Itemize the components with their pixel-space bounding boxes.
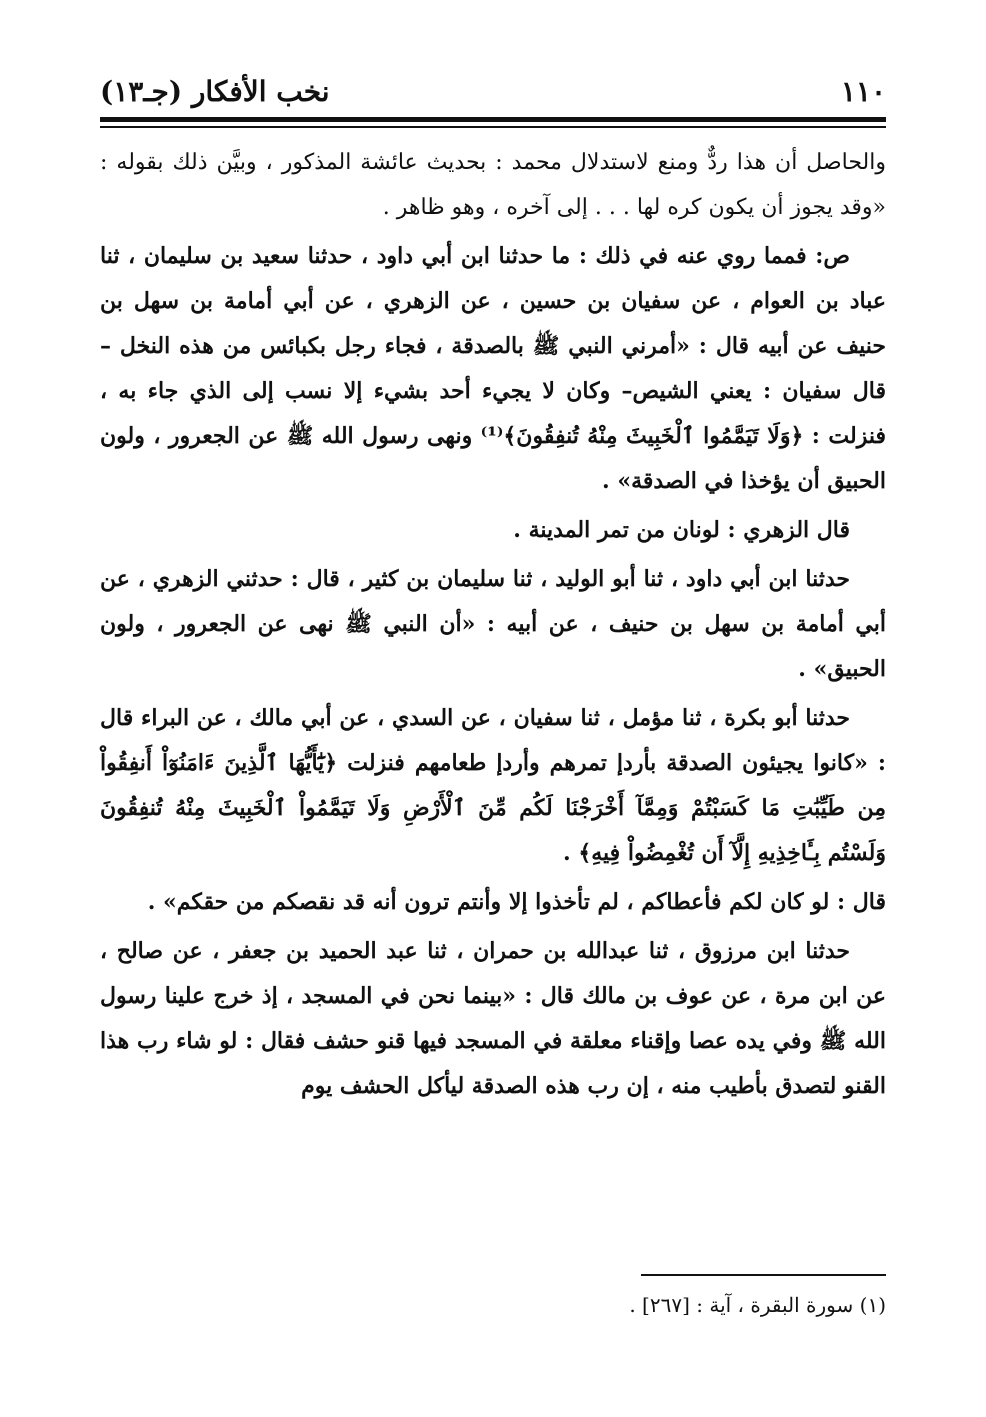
- paragraph: والحاصل أن هذا ردٌّ ومنع لاستدلال محمد : بحديث عائشة المذكور ، وبيَّن ذلك بقوله : «وقد يجوز أن يكون كره لها . . . إلى آخره ، وهو ظاهر .: [100, 150, 886, 220]
- page-number: ١١٠: [840, 74, 886, 108]
- header-rule-thick: [100, 117, 886, 122]
- paragraph: حدثنا أبو بكرة ، ثنا مؤمل ، ثنا سفيان ، عن السدي ، عن أبي مالك ، عن البراء قال : «كانوا يجيئون الصدقة بأردإ تمرهم وأردإ طعامهم فنزلت ﴿يَٰٓأَيُّهَا ٱلَّذِينَ ءَامَنُوٓاْ أَنفِقُواْ مِن طَيِّبَٰتِ مَا كَسَبْتُمْ وَمِمَّآ أَخْرَجْنَا لَكُم مِّنَ ٱلْأَرْضِ وَلَا تَيَمَّمُواْ ٱلْخَبِيثَ مِنْهُ تُنفِقُونَ وَلَسْتُم بِـَٔاخِذِيهِ إِلَّآ أَن تُغْمِضُواْ فِيهِ﴾ .: [100, 705, 886, 866]
- paragraph: حدثنا ابن مرزوق ، ثنا عبدالله بن حمران ، ثنا عبد الحميد بن جعفر ، عن صالح ، عن ابن مرة ، عن عوف بن مالك قال : «بينما نحن في المسجد ، إذ خرج علينا رسول الله ﷺ وفي يده عصا وإقناء معلقة في المسجد فيها قنو حشف فقال : لو شاء رب هذا القنو لتصدق بأطيب منه ، إن رب هذه الصدقة ليأكل الحشف يوم: [100, 938, 886, 1099]
- footnote: (١) سورة البقرة ، آية : [٢٦٧] .: [629, 1293, 886, 1317]
- paragraph: حدثنا ابن أبي داود ، ثنا أبو الوليد ، ثنا سليمان بن كثير ، قال : حدثني الزهري ، عن أبي أمامة بن سهل بن حنيف ، عن أبيه : «أن النبي ﷺ نهى عن الجعرور ، ولون الحبيق» .: [100, 566, 886, 682]
- footnote-separator: [641, 1274, 886, 1276]
- main-text: [100, 140, 886, 1113]
- paragraph: قال الزهري : لونان من تمر المدينة .: [513, 517, 850, 543]
- paragraph: ص: فمما روي عنه في ذلك : ما حدثنا ابن أبي داود ، حدثنا سعيد بن سليمان ، ثنا عباد بن العوام ، عن سفيان بن حسين ، عن الزهري ، عن أبي أمامة بن سهل بن حنيف عن أبيه قال : «أمرني النبي ﷺ بالصدقة ، فجاء رجل بكبائس من هذه النخل –قال سفيان : يعني الشيص– وكان لا يجيء أحد بشيء إلا نسب إلى الذي جاء به ، فنزلت : ﴿وَلَا تَيَمَّمُوا ٱلْخَبِيثَ مِنْهُ تُنفِقُونَ﴾⁽¹⁾ ونهى رسول الله ﷺ عن الجعرور ، ولون الحبيق أن يؤخذا في الصدقة» .: [100, 243, 886, 494]
- page-header: [100, 70, 886, 112]
- header-rule-thin: [100, 126, 886, 128]
- paragraph: قال : لو كان لكم فأعطاكم ، لم تأخذوا إلا وأنتم ترون أنه قد نقصكم من حقكم» .: [147, 889, 886, 915]
- book-title: نخب الأفكار (جـ١٣): [100, 74, 330, 108]
